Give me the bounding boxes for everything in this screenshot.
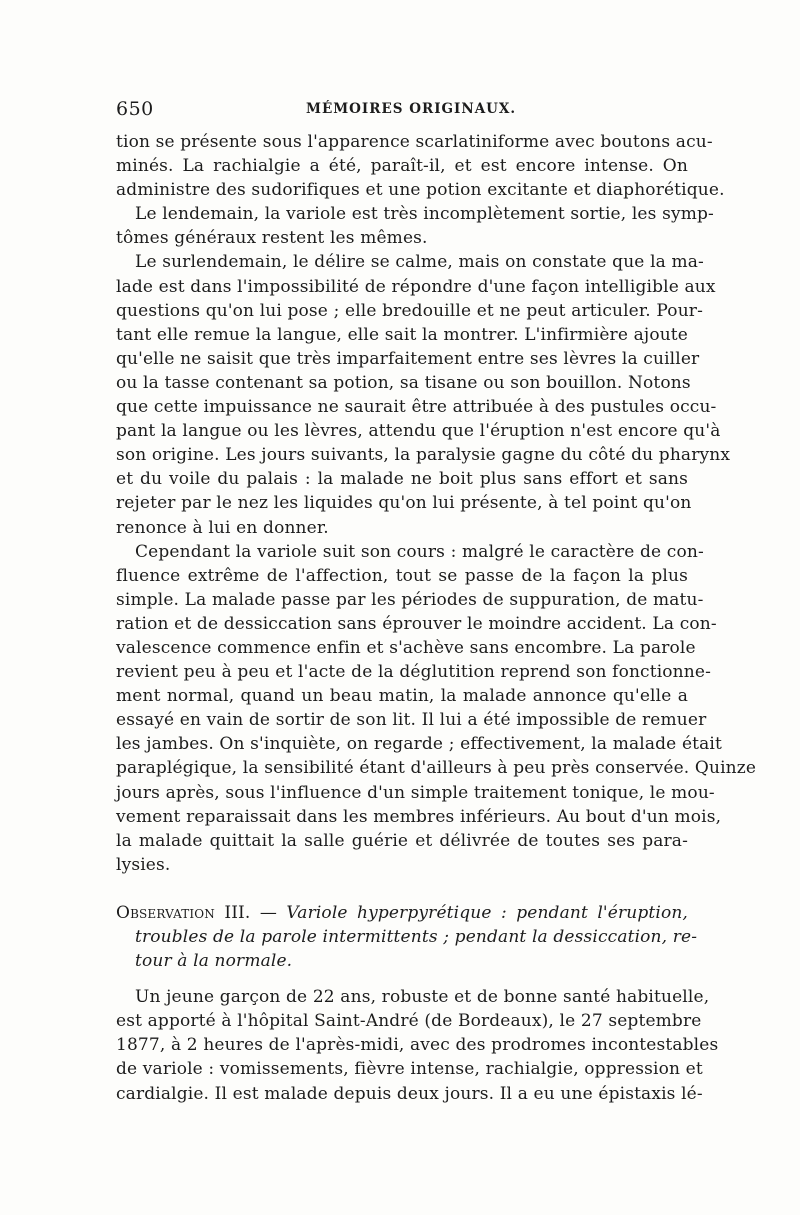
text-line: son origine. Les jours suivants, la paralysie gagne du côté du pharynx [116,445,731,466]
text-line: lade est dans l'impossibilité de répondre d'une façon intelligible aux [116,276,716,297]
section-spacer [116,877,688,901]
text-line: qu'elle ne saisit que très imparfaitement entre ses lèvres la cuiller [116,348,700,369]
running-head [116,98,688,122]
observation-title: Variole hyperpyrétique : pendant l'éruption, [286,902,688,923]
section-spacer [116,973,688,985]
text-line: simple. La malade passe par les périodes de suppuration, de matu- [116,589,704,610]
text-line: minés. La rachialgie a été, paraît-il, et est encore intense. On [116,156,688,177]
text-line: ou la tasse contenant sa potion, sa tisane ou son bouillon. Notons [116,372,691,393]
text-line: et du voile du palais : la malade ne boit plus sans effort et sans [116,469,688,490]
text-line: tômes généraux restent les mêmes. [116,228,428,249]
text-line: vement reparaissait dans les membres inférieurs. Au bout d'un mois, [116,806,722,827]
text-line: Le lendemain, la variole est très incomplètement sortie, les symp- [135,204,714,225]
text-line: pant la langue ou les lèvres, attendu que l'éruption n'est encore qu'à [116,421,721,442]
text-line: les jambes. On s'inquiète, on regarde ; effectivement, la malade était [116,734,722,755]
body-text [116,130,757,1106]
observation-title-line: troubles de la parole intermittents ; pendant la dessiccation, re- [135,927,698,947]
observation-dash: — [259,902,278,923]
text-line: lysies. [116,854,171,875]
text-line: ment normal, quand un beau matin, la malade annonce qu'elle a [116,686,688,707]
text-line: de variole : vomissements, fièvre intense, rachialgie, oppression et [116,1059,703,1080]
text-line: valescence commence enfin et s'achève sans encombre. La parole [116,637,696,658]
text-line: revient peu à peu et l'acte de la déglutition reprend son fonctionne- [116,662,711,683]
text-line: rejeter par le nez les liquides qu'on lui présente, à tel point qu'on [116,493,692,514]
running-title: MÉMOIRES ORIGINAUX. [306,101,517,117]
text-line: essayé en vain de sortir de son lit. Il lui a été impossible de remuer [116,710,707,731]
text-line: cardialgie. Il est malade depuis deux jours. Il a eu une épistaxis lé- [116,1083,703,1104]
text-line: administre des sudorifiques et une potion excitante et diaphorétique. [116,180,725,201]
text-line: paraplégique, la sensibilité étant d'ailleurs à peu près conservée. Quinze [116,758,757,779]
text-line: est apporté à l'hôpital Saint-André (de Bordeaux), le 27 septembre [116,1011,702,1032]
observation-title-line: tour à la normale. [135,951,293,972]
text-line: 1877, à 2 heures de l'après-midi, avec des prodromes incontestables [116,1035,719,1056]
text-line: questions qu'on lui pose ; elle bredouille et ne peut articuler. Pour- [116,300,703,321]
text-line: renonce à lui en donner. [116,517,329,538]
text-line: tion se présente sous l'apparence scarlatiniforme avec boutons acu- [116,132,713,152]
text-line: Le surlendemain, le délire se calme, mais on constate que la ma- [135,252,704,273]
text-line: Cependant la variole suit son cours : malgré le caractère de con- [135,541,704,562]
text-line: Un jeune garçon de 22 ans, robuste et de bonne santé habituelle, [135,987,710,1008]
observation-heading [116,901,688,925]
text-line: jours après, sous l'influence d'un simple traitement tonique, le mou- [116,782,715,803]
text-line: la malade quittait la salle guérie et délivrée de toutes ses para- [116,830,688,851]
text-line: ration et de dessiccation sans éprouver le moindre accident. La con- [116,613,717,634]
observation-label: Observation III. [116,902,251,923]
page-number: 650 [116,98,154,120]
text-line: que cette impuissance ne saurait être attribuée à des pustules occu- [116,397,717,418]
text-line: fluence extrême de l'affection, tout se passe de la façon la plus [116,565,688,586]
text-line: tant elle remue la langue, elle sait la montrer. L'infirmière ajoute [116,324,688,345]
